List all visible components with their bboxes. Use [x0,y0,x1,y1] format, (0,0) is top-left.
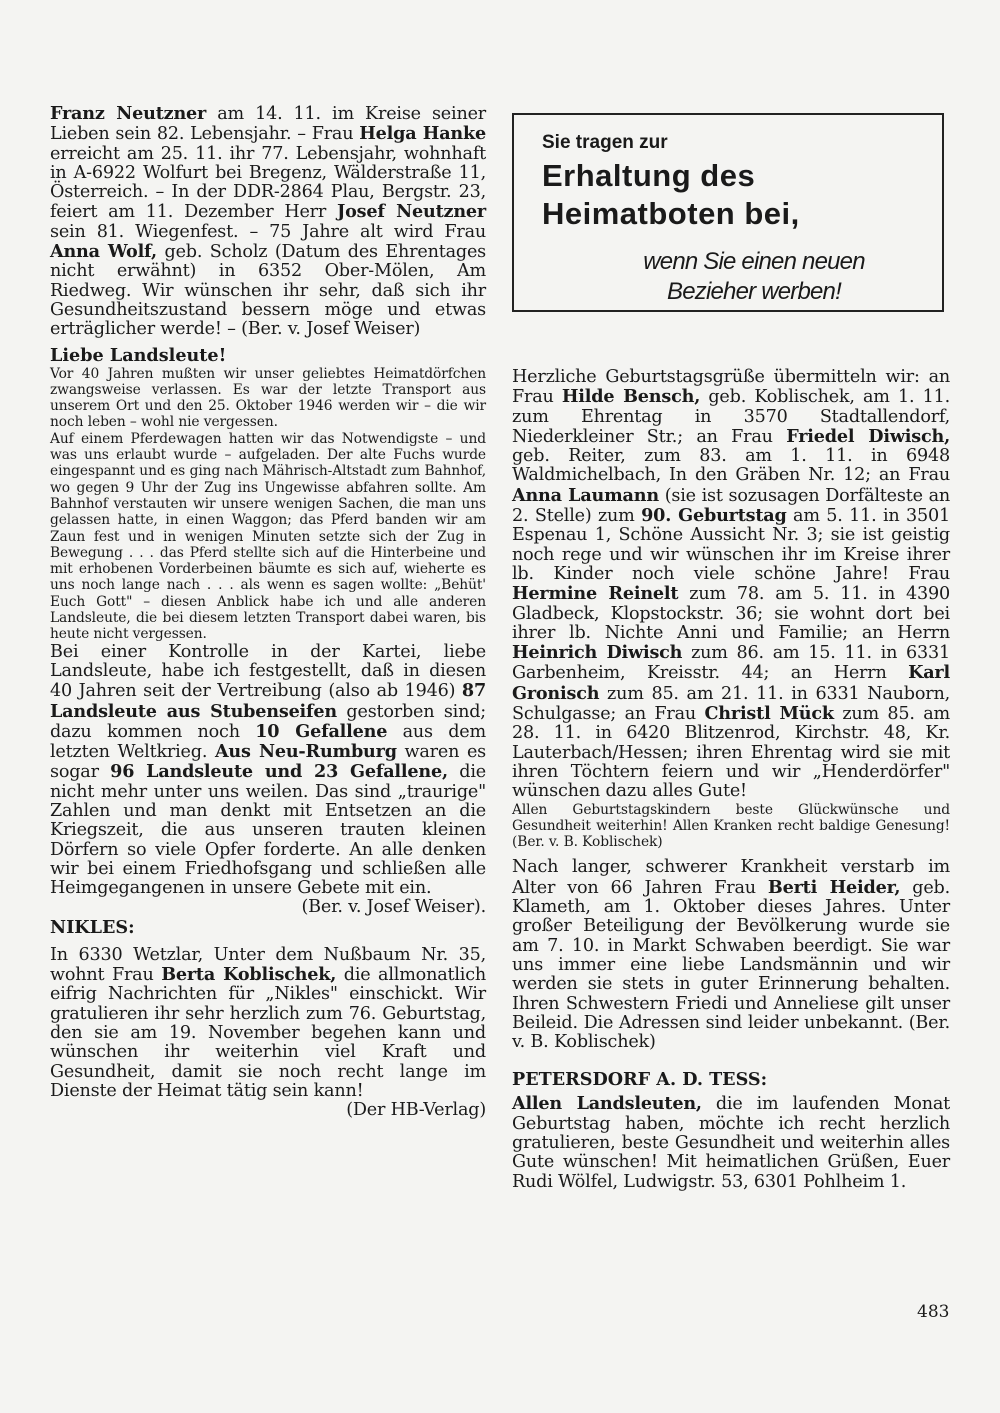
letter-heading: Liebe Landsleute! [50,344,227,366]
birthday-paragraph: Herzliche Geburtstagsgrüße übermitteln wir: an Frau Hilde Bensch, geb. Koblischek, am 1. 11. zum Ehrentag in 3570 Stadtallendorf, Niederkleiner Str.; an Frau Friedel Diwisch, geb. Reiter, zum 83. am 1. 11. in 6948 Waldmichelbach, In den Gräben Nr. 12; an Frau Anna Laumann (sie ist sozusagen Dorfälteste an 2. Stelle) zum 90. Geburtstag am 5. 11. in 3501 Espenau 1, Schöne Aussicht Nr. 3; sie ist geistig noch rege und wir wünschen ihr im Kreise ihrer lb. Kinder noch viele schöne Jahre! Frau Hermine Reinelt zum 78. am 5. 11. in 4390 Gladbeck, Klopstockstr. 36; sie wohnt dort bei ihrer lb. Nichte Anni und Familie; an Herrn Heinrich Diwisch zum 86. am 15. 11. in 6331 Garbenheim, Kreisstr. 44; an Herrn Karl Gronisch zum 85. am 21. 11. in 6331 Nauborn, Schulgasse; an Frau Christl Mück zum 85. am 28. 11. in 6420 Blitzenrod, Kirchstr. 48, Kr. Lauterbach/Hessen; ihren Ehrentag wird sie mit ihren Töchtern feiern und wir „Henderdörfer" wünschen dazu alles Gute! [512,367,951,802]
promo-headline-line-2: Heimatboten bei, [542,196,800,231]
promo-italic-line-1: wenn Sie einen neuen [643,248,865,275]
bold-name: Allen Landsleuten, [512,1093,702,1115]
kartei-signature: (Ber. v. Josef Weiser). [301,897,486,918]
birthday-closing: Allen Geburtstagskindern beste Glückwünsche und Gesundheit weiterhin! Allen Kranken recht baldige Genesung! (Ber. v. B. Koblischek) [512,801,950,851]
kartei-paragraph: Bei einer Kontrolle in der Kartei, liebe Landsleute, habe ich festgestellt, daß in diesen 40 Jahren seit der Vertreibung (also ab 1946) 87 Landsleute aus Stubenseifen gestorben sind; dazu kommen noch 10 Gefallene aus dem letzten Weltkrieg. Aus Neu-Rumburg waren es sogar 96 Landsleute und 23 Gefallene, die nicht mehr unter uns weilen. Das sind „traurige" Zahlen und man denkt mit Entsetzen an die Kriegszeit, die aus unseren trauten kleinen Dörfern so viele Opfer forderte. An alle denken wir bei einem Friedhofsgang und schließen alle Heimgegangenen in unsere Gebete mit ein. [50,641,486,899]
bold-name: Heinrich Diwisch [512,642,683,664]
intro-paragraph: Franz Neutzner am 14. 11. im Kreise seiner Lieben sein 82. Lebensjahr. – Frau Helga Hanke erreicht am 25. 11. ihr 77. Lebensjahr, wohnhaft in A-6922 Wolfurt bei Bregenz, Wälderstraße 11, Österreich. – In der DDR-2864 Plau, Bergstr. 23, feiert am 11. Dezember Herr Josef Neutzner sein 81. Wiegenfest. – 75 Jahre alt wird Frau Anna Wolf, geb. Scholz (Datum des Ehrentages nicht erwähnt) in 6352 Ober-Mölen, Am Riedweg. Wir wünschen ihr sehr, daß sich ihr Gesundheitszustand bessern möge und etwas erträglicher werde! – (Ber. v. Josef Weiser) [50,103,486,340]
page-number: 483 [917,1302,950,1322]
letter-paragraph-2: Auf einem Pferdewagen hatten wir das Notwendigste – und was uns erlaubt wurde – aufgeladen. Der alte Fuchs wurde eingespannt und es ging nach Mährisch-Altstadt zum Bahnhof, wo gegen 9 Uhr der Zug ins Ungewisse abfahren sollte. Am Bahnhof verstauten wir unsere wenigen Sachen, die man uns gelassen hatte, in einen Waggon; das Pferd banden wir am Zaun fest und in wenigen Minuten setzte sich der Zug in Bewegung . . . das Pferd stellte sich auf die Hinterbeine und mit erhobenen Vorderbeinen bäumte es sich auf, wieherte es uns noch lange nach . . . als wenn es sagen wollte: „Behüt' Euch Gott" – diesen Anblick habe ich und alle anderen Landsleute, die bei diesem letzten Transport dabei waren, bis heute nicht vergessen. [50,430,486,643]
promo-call-to-action [589,247,919,307]
petersdorf-paragraph: Allen Landsleuten, die im laufenden Monat Geburtstag haben, möchte ich recht herzlich gratulieren, beste Gesundheit und weiterhin alles Gute wünschen! Mit heimatlichen Grüßen, Euer Rudi Wölfel, Ludwigstr. 53, 6301 Pohlheim 1. [512,1093,950,1192]
bold-name: Hilde Bensch, [561,386,701,408]
nikles-signature: (Der HB-Verlag) [346,1100,486,1121]
bold-name: Karl Gronisch [512,662,950,704]
nikles-paragraph: In 6330 Wetzlar, Unter dem Nußbaum Nr. 35, wohnt Frau Berta Koblischek, die allmonatlich eifrig Nachrichten für „Nikles" einschickt. Wir gratulieren ihr sehr herzlich zum 76. Geburtstag, den sie am 19. November begehen kann und wünschen ihr weiterhin viel Kraft und Gesundheit, damit sie noch recht lange im Dienste der Heimat tätig sein kann! [50,944,486,1101]
subscription-promo-box [512,113,944,312]
bold-name: 10 Gefallene [255,720,388,742]
bold-name: Berti Heider, [767,876,901,898]
bold-name: Friedel Diwisch, [786,425,950,447]
promo-headline-line-1: Erhaltung des [542,158,756,193]
bold-name: Franz Neutzner [50,103,207,124]
bold-name: Berta Koblischek, [161,964,337,986]
petersdorf-heading: PETERSDORF A. D. TESS: [512,1069,768,1091]
bold-name: 87 Landsleute aus Stubenseifen [50,680,486,722]
bold-name: Anna Laumann [512,484,659,506]
nikles-heading: NIKLES: [50,916,135,938]
obituary-paragraph: Nach langer, schwerer Krankheit verstarb im Alter von 66 Jahren Frau Berti Heider, geb. Klameth, am 1. Oktober dieses Jahres. Unter großer Beteiligung der Bevölkerung wurde sie am 7. 10. in Markt Schwaben beerdigt. Sie war uns immer eine liebe Landsmännin und wir werden sie stets in guter Erinnerung behalten. Ihren Schwestern Friedi und Anneliese gilt unser Beileid. Die Adressen sind leider unbekannt. (Ber. v. B. Koblischek) [512,857,951,1053]
letter-paragraph-1: Vor 40 Jahren mußten wir unser geliebtes Heimatdörfchen zwangsweise verlassen. Es war der letzte Transport aus unserem Ort und den 25. Oktober 1946 werden wir – die wir noch leben – wohl nie vergessen. [50,365,486,431]
right-column [512,368,950,1192]
promo-italic-line-2: Bezieher werben! [667,278,841,305]
bold-name: Aus Neu-Rumburg [214,741,397,763]
left-column [50,104,486,1120]
bold-name: 90. Geburtstag [641,505,787,527]
bold-name: Helga Hanke [359,123,486,145]
promo-line-small: Sie tragen zur [542,132,668,153]
bold-name: Josef Neutzner [337,201,486,223]
promo-headline [542,157,800,233]
bold-name: Anna Wolf, [50,241,157,263]
bold-name: Christl Mück [704,703,834,725]
bold-name: Hermine Reinelt [512,583,679,605]
bold-name: 96 Landsleute und 23 Gefallene, [110,761,448,783]
